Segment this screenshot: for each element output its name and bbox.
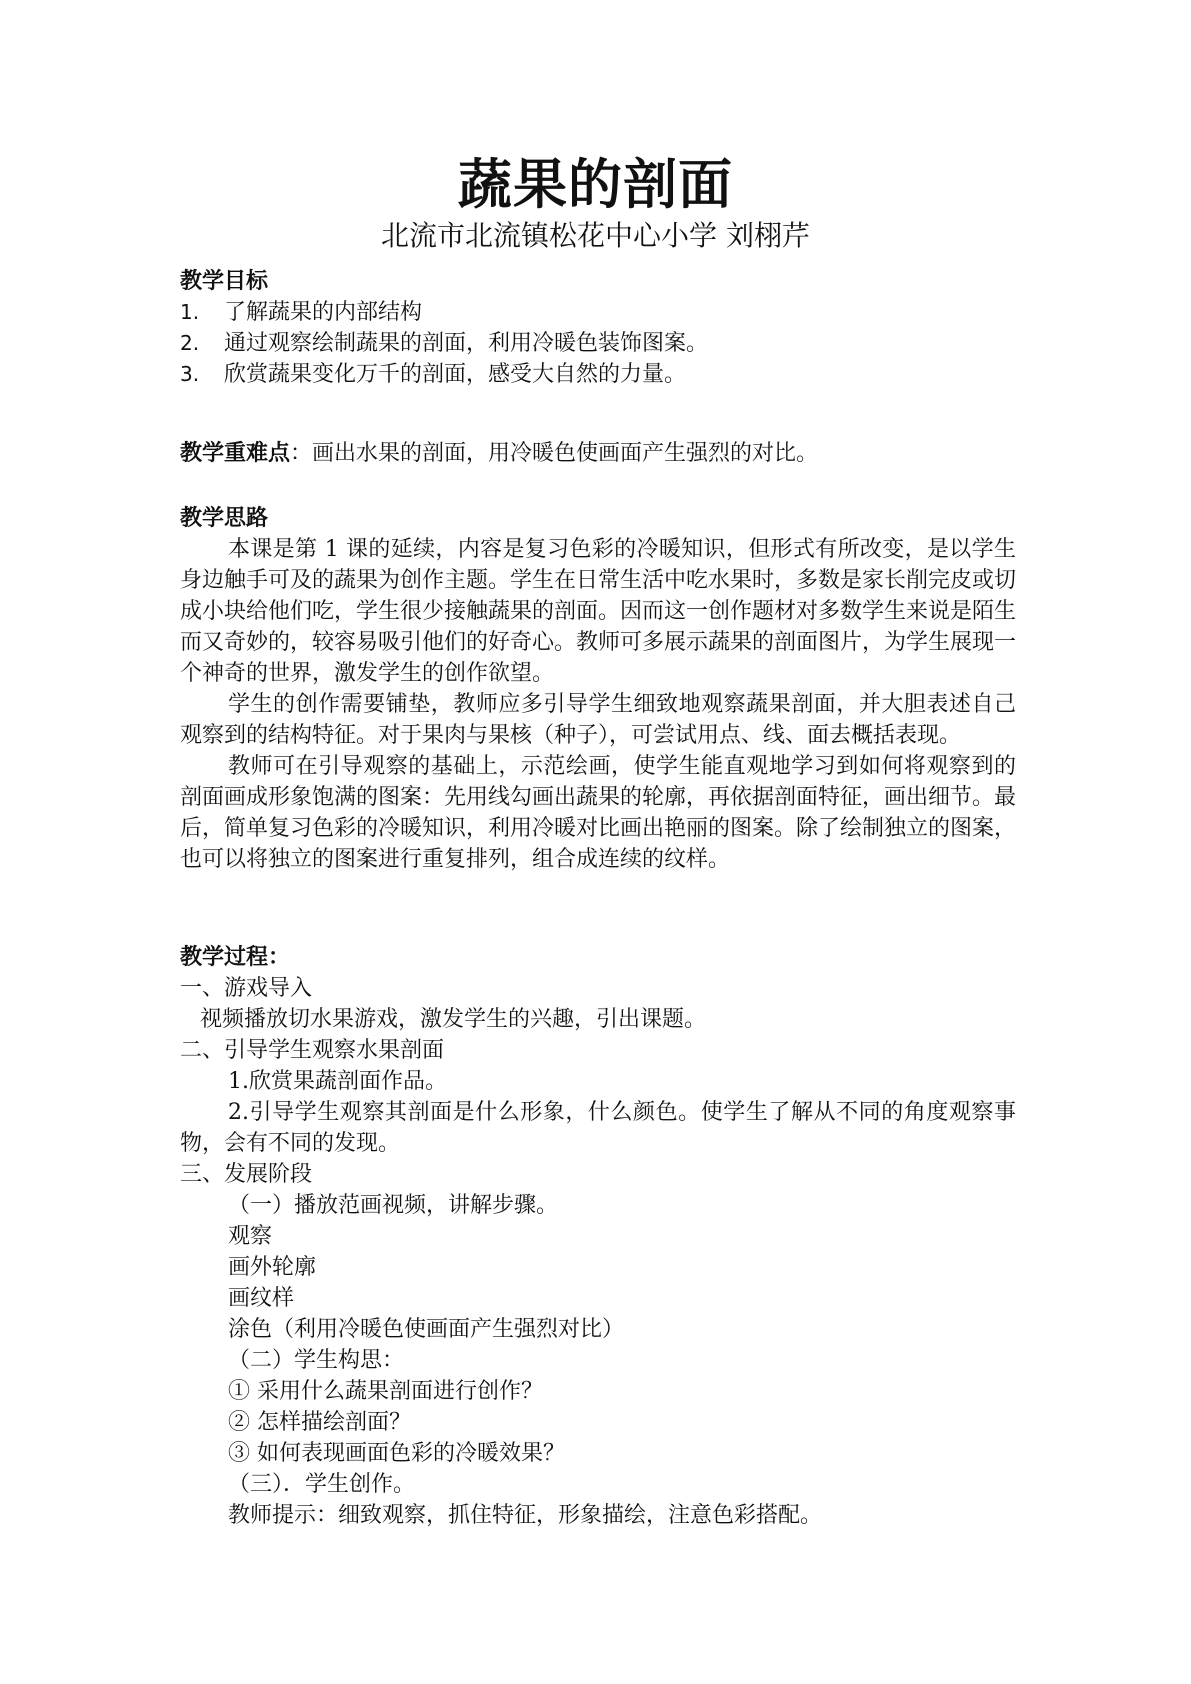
process-section-title: 三、发展阶段 [180,1162,313,1187]
approach-section [180,503,1016,875]
process-section [180,942,1016,1531]
objective-number: 3. [180,362,200,386]
key-points-text: ：画出水果的剖面，用冷暖色使画面产生强烈的对比。 [290,441,819,466]
key-points-heading: 教学重难点 [180,441,291,466]
objective-item [180,359,1016,390]
approach-paragraph: 学生的创作需要铺垫，教师应多引导学生细致地观察蔬果剖面，并大胆表述自己观察到的结构特征。对于果肉与果核（种子），可尝试用点、线、面去概括表现。 [180,692,1016,748]
process-question: ① 采用什么蔬果剖面进行创作？ [228,1379,543,1404]
process-subsection: （二）学生构思： [228,1348,405,1373]
approach-paragraph: 教师可在引导观察的基础上，示范绘画，使学生能直观地学习到如何将观察到的剖面画成形象饱满的图案：先用线勾画出蔬果的轮廓，再依据剖面特征，画出细节。最后，简单复习色彩的冷暖知识，利用冷暖对比画出艳丽的图案。除了绘制独立的图案，也可以将独立的图案进行重复排列，组合成连续的纹样。 [180,754,1017,872]
objective-number: 1. [180,300,200,324]
process-tip: 教师提示：细致观察，抓住特征，形象描绘，注意色彩搭配。 [228,1503,823,1528]
objective-text: 了解蔬果的内部结构 [224,300,423,325]
key-points-section [180,438,1016,469]
process-step: 涂色（利用冷暖色使画面产生强烈对比） [228,1317,625,1342]
process-item: 1.欣赏果蔬剖面作品。 [228,1069,447,1094]
approach-heading: 教学思路 [180,506,269,531]
process-item: 2.引导学生观察其剖面是什么形象，什么颜色。使学生了解从不同的角度观察事物，会有不同的发现。 [180,1100,1016,1156]
process-step: 画纹样 [228,1286,295,1311]
process-question: ③ 如何表现画面色彩的冷暖效果？ [228,1441,565,1466]
process-step: 观察 [228,1224,273,1249]
objective-item [180,328,1016,359]
objective-text: 欣赏蔬果变化万千的剖面，感受大自然的力量。 [224,362,687,387]
process-subsection: （一）播放范画视频，讲解步骤。 [228,1193,559,1218]
author-line: 北流市北流镇松花中心小学 刘栩芹 [381,219,810,252]
process-question: ② 怎样描绘剖面？ [228,1410,411,1435]
process-section-title: 一、游戏导入 [180,976,313,1001]
process-step: 画外轮廓 [228,1255,317,1280]
objectives-heading: 教学目标 [180,269,269,294]
objective-item [180,297,1016,328]
process-heading: 教学过程： [180,945,291,970]
document-title: 蔬果的剖面 [458,152,733,216]
process-subsection: （三）．学生创作。 [228,1472,416,1497]
objective-text: 通过观察绘制蔬果的剖面，利用冷暖色装饰图案。 [224,331,709,356]
objective-number: 2. [180,331,200,355]
objectives-section [180,266,1016,390]
process-text: 视频播放切水果游戏，激发学生的兴趣，引出课题。 [200,1007,707,1032]
approach-paragraph: 本课是第 1 课的延续，内容是复习色彩的冷暖知识，但形式有所改变，是以学生身边触手可及的蔬果为创作主题。学生在日常生活中吃水果时，多数是家长削完皮或切成小块给他们吃，学生很少接触蔬果的剖面。因而这一创作题材对多数学生来说是陌生而又奇妙的，较容易吸引他们的好奇心。教师可多展示蔬果的剖面图片，为学生展现一个神奇的世界，激发学生的创作欲望。 [180,537,1017,686]
process-section-title: 二、引导学生观察水果剖面 [180,1038,445,1063]
